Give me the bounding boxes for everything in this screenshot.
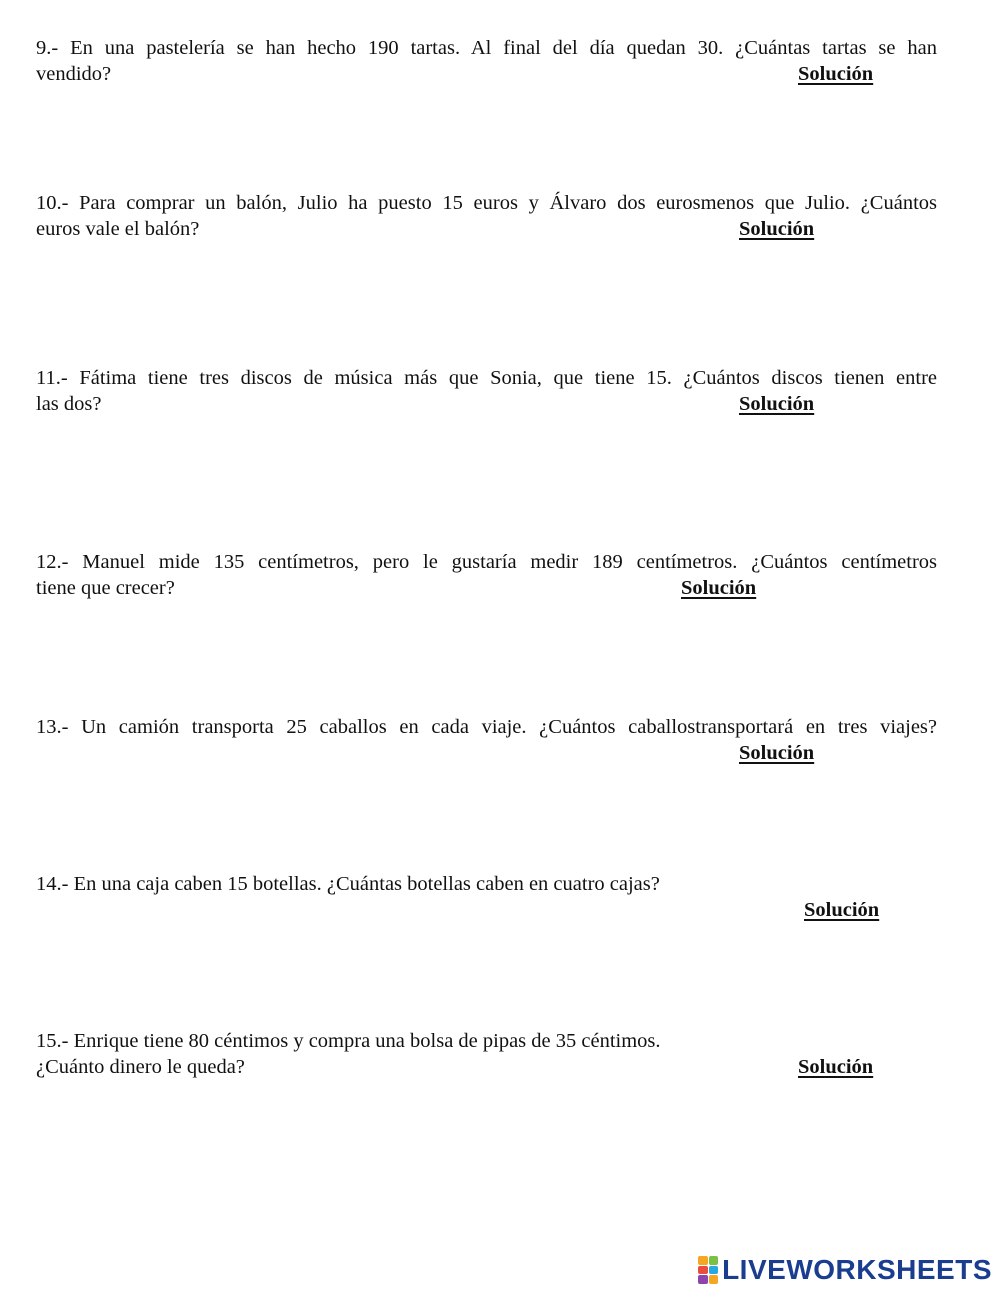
problem-10 [36, 190, 937, 242]
problem-15 [36, 1028, 937, 1080]
brand-name: LIVEWORKSHEETS [722, 1254, 992, 1285]
solution-link[interactable]: Solución [681, 577, 757, 599]
problem-text: ¿Cuánto dinero le queda? [36, 1056, 245, 1078]
problem-text: 15.- Enrique tiene 80 céntimos y compra una bolsa de pipas de 35 céntimos. [36, 1030, 661, 1052]
problem-9 [36, 35, 937, 87]
solution-link[interactable]: Solución [804, 899, 880, 921]
problem-text: tiene que crecer? [36, 577, 175, 599]
problem-text: 13.- Un camión transporta 25 caballos en cada viaje. ¿Cuántos caballostransportará en tres viajes? [36, 716, 937, 738]
problem-11 [36, 365, 937, 417]
solution-link[interactable]: Solución [798, 1056, 874, 1078]
problem-14 [36, 871, 937, 923]
problem-text: las dos? [36, 393, 102, 415]
solution-link[interactable]: Solución [739, 393, 815, 415]
problem-text: vendido? [36, 63, 112, 85]
liveworksheets-logo [698, 1254, 992, 1286]
problem-13 [36, 714, 937, 766]
liveworksheets-mark-icon [698, 1256, 718, 1284]
solution-link[interactable]: Solución [739, 742, 815, 764]
problem-12 [36, 549, 937, 601]
solution-link[interactable]: Solución [739, 218, 815, 240]
problem-text: 11.- Fátima tiene tres discos de música más que Sonia, que tiene 15. ¿Cuántos discos tienen entre [36, 367, 937, 389]
problem-text: 12.- Manuel mide 135 centímetros, pero le gustaría medir 189 centímetros. ¿Cuántos centímetros [36, 551, 937, 573]
problem-text: euros vale el balón? [36, 218, 200, 240]
problem-text: 14.- En una caja caben 15 botellas. ¿Cuántas botellas caben en cuatro cajas? [36, 873, 660, 895]
problem-text: 10.- Para comprar un balón, Julio ha puesto 15 euros y Álvaro dos eurosmenos que Julio. ¿Cuántos [36, 192, 937, 214]
solution-link[interactable]: Solución [798, 63, 874, 85]
problem-text: 9.- En una pastelería se han hecho 190 tartas. Al final del día quedan 30. ¿Cuántas tartas se han [36, 37, 937, 59]
